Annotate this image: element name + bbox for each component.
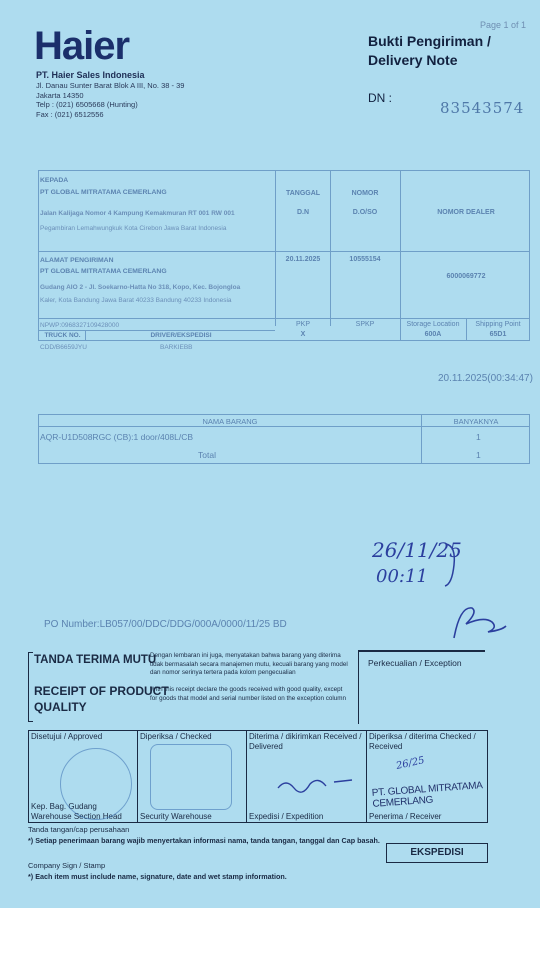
company-name: PT. Haier Sales Indonesia: [36, 70, 145, 80]
item-row-qty: 1: [476, 432, 481, 442]
nomor-label: NOMOR: [351, 190, 379, 197]
receipt-title-en-2: QUALITY: [34, 700, 87, 714]
shipping-date: 20.11.2025: [285, 256, 321, 263]
sig-approved-label: Disetujui / Approved: [31, 732, 103, 741]
tanggal-label: TANGGAL: [285, 190, 321, 197]
npwp: NPWP:0968327109428000: [40, 322, 120, 329]
shipping-address-2: Kaler, Kota Bandung Jawa Barat 40233 Bandung 40233 Indonesia: [40, 297, 232, 304]
receipt-title-id: TANDA TERIMA MUTU: [34, 654, 157, 666]
sig-receiver-role: Penerima / Receiver: [369, 812, 442, 821]
spkp-label: SPKP: [355, 321, 375, 328]
shipping-name: PT GLOBAL MITRATAMA CEMERLANG: [40, 268, 167, 275]
storage-location-value: 600A: [424, 331, 442, 338]
address-line: Jakarta 14350: [36, 90, 84, 100]
total-value: 1: [476, 450, 481, 460]
recipient-address-1: Jalan Kalijaga Nomor 4 Kampung Kemakmuran RT 001 RW 001: [40, 210, 235, 217]
sig-checked-label: Diperiksa / Checked: [140, 732, 212, 741]
dn-label: DN :: [368, 91, 392, 105]
item-name-header: NAMA BARANG: [202, 417, 258, 426]
company-address: [36, 81, 184, 119]
handwritten-date: 26/11/25: [372, 538, 462, 562]
shipping-nomor: 10555154: [349, 256, 381, 263]
phone-line: Telp : (021) 6505668 (Hunting): [36, 100, 138, 109]
dealer-number: 6000069772: [446, 273, 486, 280]
haier-logo: Haier: [34, 24, 130, 68]
fax-line: Fax : (021) 6512556: [36, 109, 104, 119]
dn-number: 83543574: [440, 99, 525, 117]
item-qty-header: BANYAKNYA: [453, 417, 499, 426]
shipping-point-value: 65D1: [489, 331, 507, 338]
ekspedisi-label: EKSPEDISI: [386, 843, 488, 863]
pkp-value: X: [300, 331, 306, 338]
print-timestamp: 20.11.2025(00:34:47): [438, 373, 533, 384]
shipping-address-1: Gudang AIO 2 - Jl. Soekarno-Hatta No 318, Kopo, Kec. Bojongloa: [40, 284, 241, 291]
sig-approved-role: Kep. Bag. Gudang Warehouse Section Head: [31, 802, 122, 821]
handwritten-time: 00:11: [376, 566, 428, 587]
tanggal-value: D.N: [296, 209, 310, 216]
kepada-label: KEPADA: [40, 177, 69, 184]
item-row-name: AQR-U1D508RGC (CB):1 door/408L/CB: [40, 432, 194, 442]
receiver-stamp: PT. GLOBAL MITRATAMA CEMERLANG: [371, 780, 483, 810]
recipient-name: PT GLOBAL MITRATAMA CEMERLANG: [40, 189, 167, 196]
po-number: PO Number:LB057/00/DDC/DDG/000A/0000/11/25 BD: [44, 619, 287, 630]
driver-label: DRIVER/EKSPEDISI: [150, 332, 212, 339]
warehouse-stamp: [60, 748, 132, 820]
page-number: Page 1 of 1: [480, 20, 527, 30]
title-line-1: Bukti Pengiriman /: [368, 33, 491, 49]
expedition-signature: [272, 768, 362, 808]
security-stamp: [150, 744, 232, 810]
nomor-value: D.O/SO: [352, 209, 378, 216]
address-line: Jl. Danau Sunter Barat Blok A III, No. 38 - 39: [36, 81, 185, 90]
note-en: *) Each item must include name, signature, date and wet stamp information.: [28, 872, 287, 881]
note-id: *) Setiap penerimaan barang wajib menyertakan informasi nama, tanda tangan, tanggal dan Cap basah.: [28, 836, 380, 845]
sig-delivered-label: Diterima / dikirimkan Received / Delivered: [249, 732, 362, 751]
truck-number: CDD/B6659JYU: [40, 344, 87, 351]
scribble-signature: [448, 598, 510, 646]
shipping-label: ALAMAT PENGIRIMAN: [40, 257, 114, 264]
nomor-dealer-label: NOMOR DEALER: [437, 209, 495, 216]
sig-expedition-role: Expedisi / Expedition: [249, 812, 324, 821]
document-title: [368, 32, 491, 70]
receipt-text-id: Dengan lembaran ini juga, menyatakan bahwa barang yang diterima tidak bermasalah secara manajemen mutu, kecuali barang yang model dan nomor serinya tertera pada kolom pengecualian: [150, 652, 348, 676]
sig-security-role: Security Warehouse: [140, 812, 212, 821]
recipient-address-2: Pegambiran Lemahwungkuk Kota Cirebon Jawa Barat Indonesia: [40, 225, 227, 232]
driver-name: BARKIEBB: [160, 344, 193, 351]
receipt-text-en: With this receipt declare the goods received with good quality, except for goods that model and serial number listed on the exception column: [150, 686, 347, 702]
bracket-mark: [442, 540, 462, 590]
shipping-point-label: Shipping Point: [475, 321, 521, 328]
truck-label: TRUCK NO.: [44, 332, 81, 339]
receipt-bracket-left: [28, 652, 33, 722]
exception-label: Perkecualian / Exception: [368, 658, 462, 668]
sig-received-label: Diperiksa / diterima Checked / Received: [369, 732, 476, 751]
total-label: Total: [198, 450, 216, 460]
company-sign-label: Company Sign / Stamp: [28, 861, 106, 870]
title-line-2: Delivery Note: [368, 52, 458, 68]
storage-location-label: Storage Location: [406, 321, 460, 328]
receipt-title-en-1: RECEIPT OF PRODUCT: [34, 684, 169, 698]
pkp-label: PKP: [295, 321, 310, 328]
sign-label: Tanda tangan/cap perusahaan: [28, 825, 130, 834]
receiver-handwritten-date: 26/25: [395, 755, 426, 772]
